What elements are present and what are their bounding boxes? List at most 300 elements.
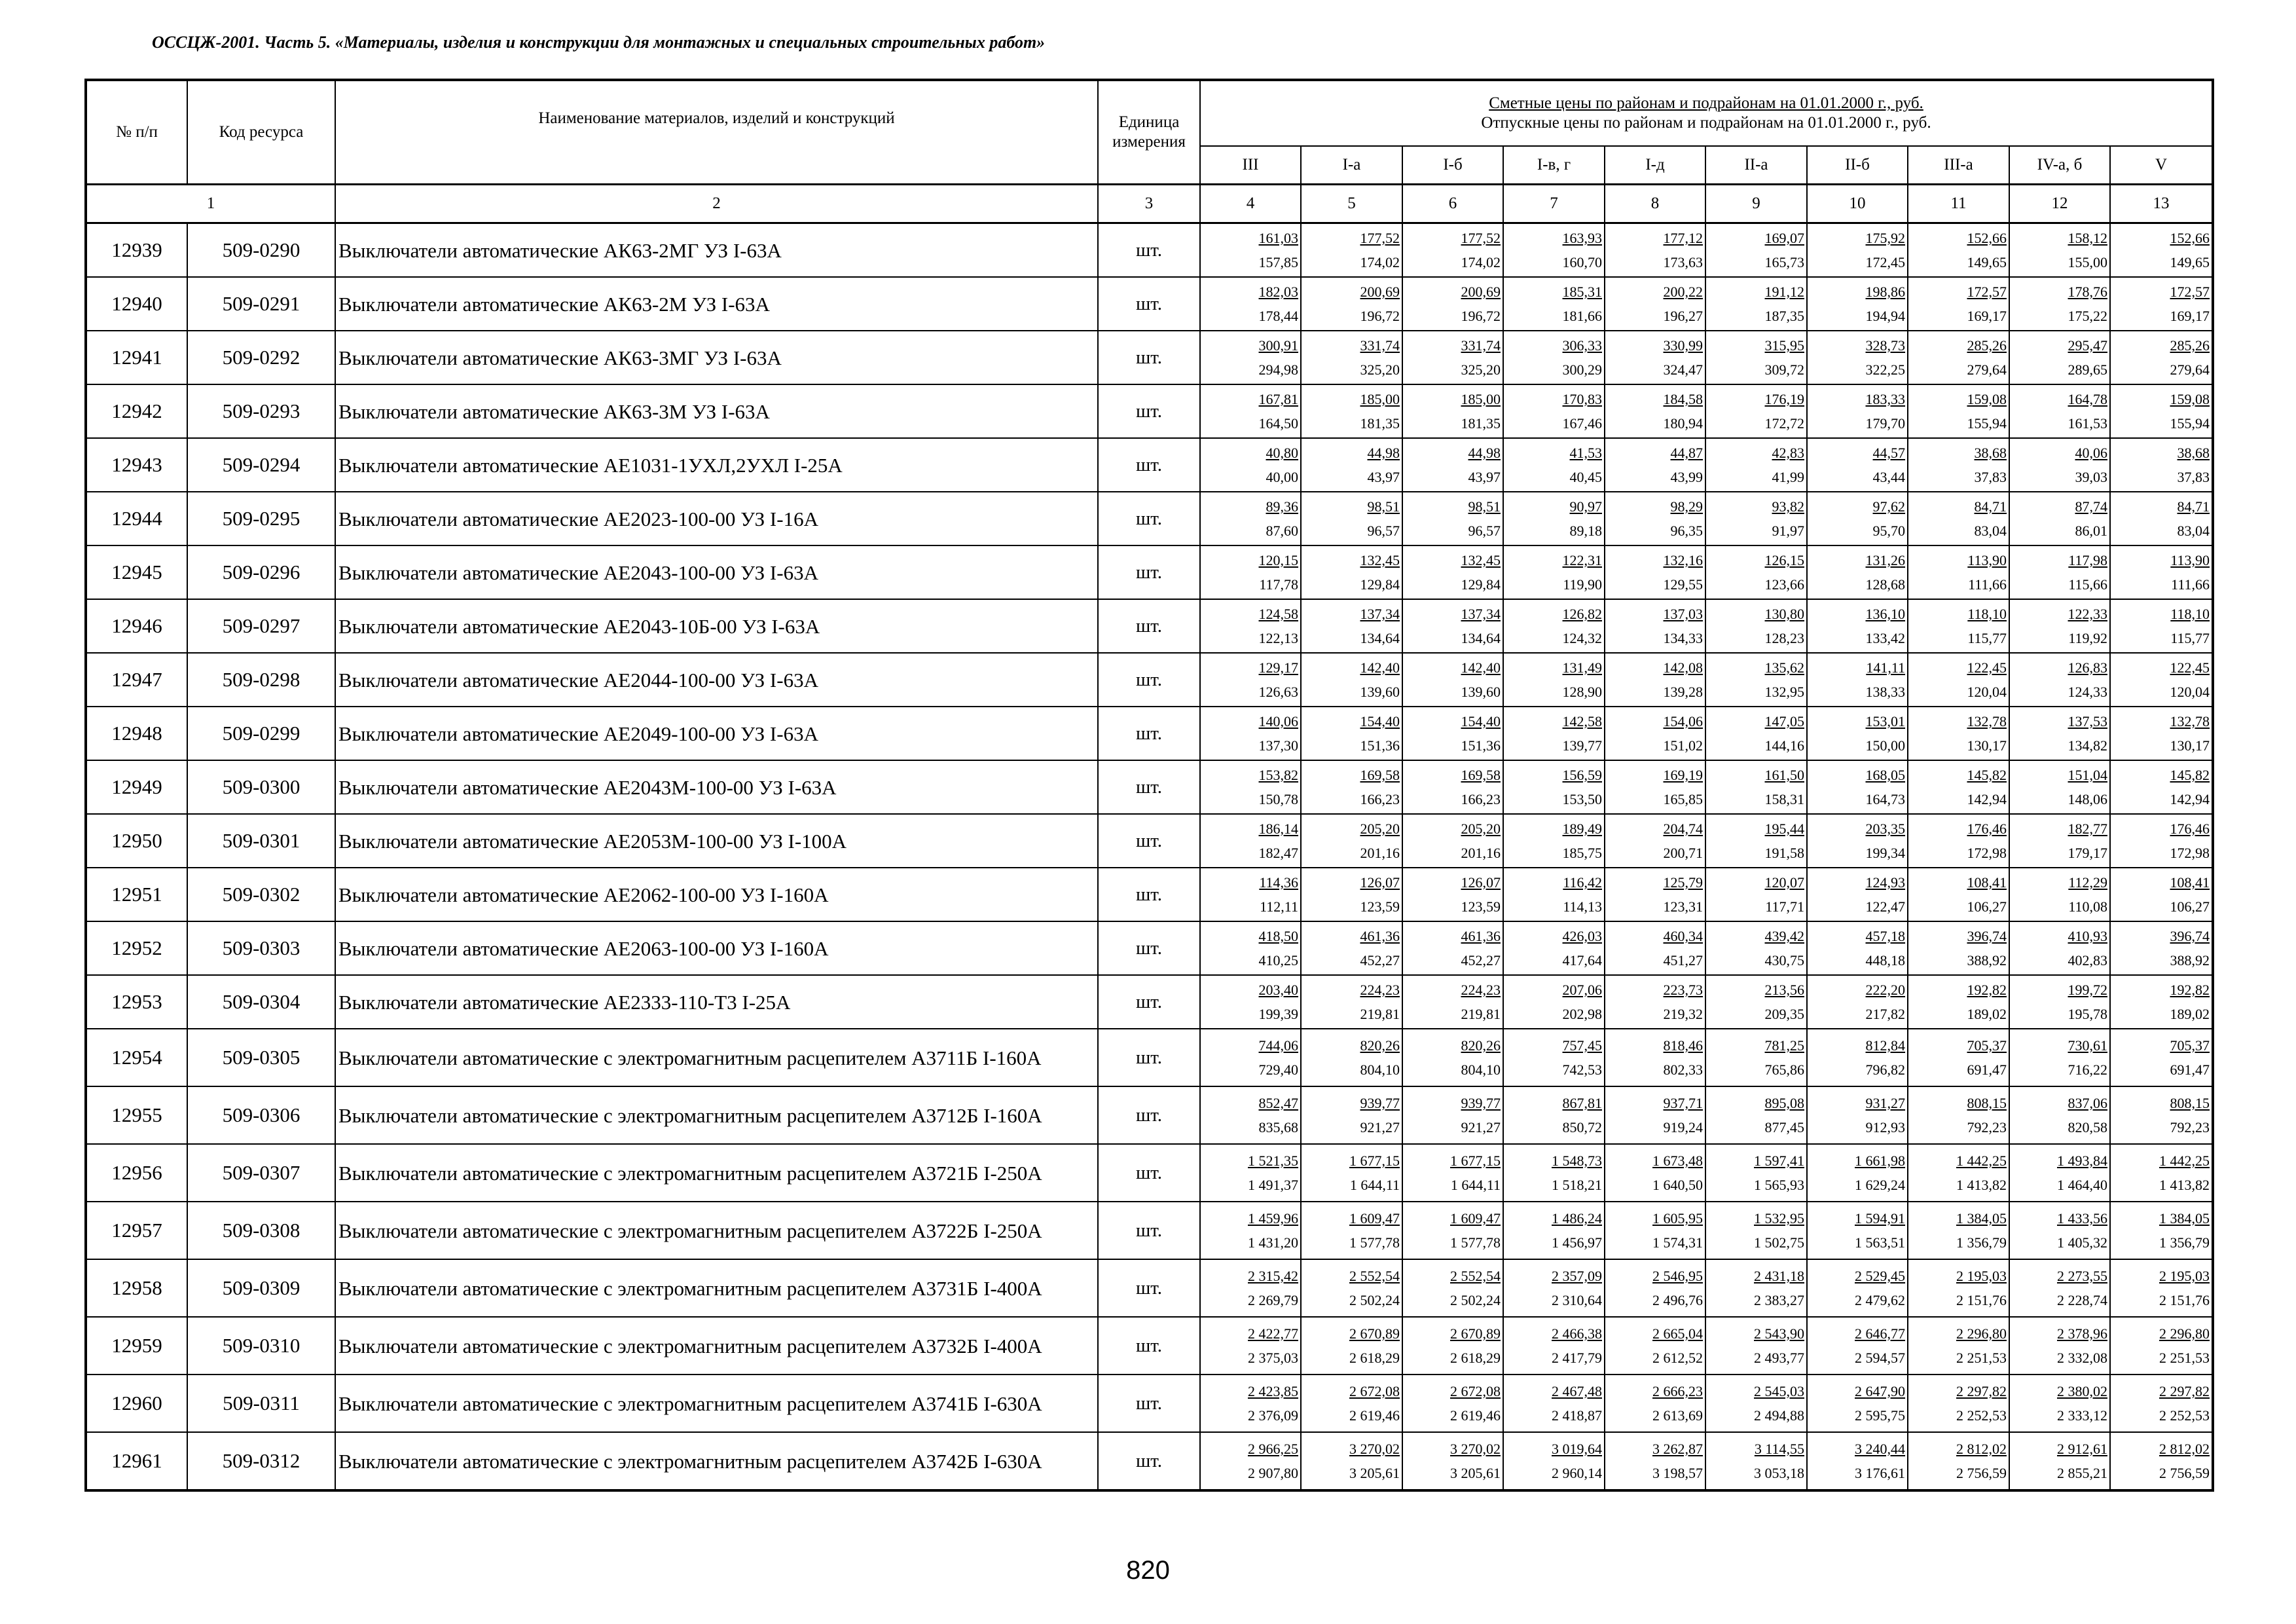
release-price: 209,35 [1764,1006,1804,1022]
price-cell [1807,1144,1908,1202]
price-cell [1402,975,1503,1029]
release-price: 1 565,93 [1754,1177,1804,1193]
estimate-price: 200,22 [1663,284,1703,300]
estimate-price: 98,51 [1367,498,1400,515]
estimate-price: 40,06 [2075,445,2107,461]
estimate-price: 3 270,02 [1450,1441,1501,1457]
estimate-price: 175,92 [1865,230,1905,246]
estimate-price: 2 467,48 [1552,1383,1602,1399]
release-price: 134,64 [1360,630,1400,646]
price-cell [2110,1432,2213,1490]
release-price: 165,85 [1663,791,1703,807]
release-price: 137,30 [1258,737,1298,754]
estimate-price: 2 423,85 [1248,1383,1298,1399]
resource-code: 509-0290 [187,223,335,278]
release-price: 178,44 [1258,308,1298,324]
price-cell [1503,331,1605,384]
release-price: 912,93 [1865,1119,1905,1135]
price-cell [1807,760,1908,814]
release-price: 151,36 [1461,737,1501,754]
estimate-price: 114,36 [1259,874,1298,891]
price-cell [1908,1144,2009,1202]
price-cell [1908,1086,2009,1144]
estimate-price: 136,10 [1865,606,1905,622]
release-price: 2 595,75 [1855,1407,1905,1424]
table-row [86,1202,2213,1259]
price-cell [2110,331,2213,384]
unit-cell: шт. [1098,1259,1200,1317]
estimate-price: 151,04 [2068,767,2107,783]
region-header: IV-а, б [2009,146,2110,185]
item-name: Выключатели автоматические с электромагнитным расцепителем А3741Б I-630А [335,1375,1098,1432]
estimate-price: 44,87 [1670,445,1703,461]
unit-cell: шт. [1098,1086,1200,1144]
release-price: 149,65 [1967,254,2007,270]
price-cell [2009,1259,2110,1317]
estimate-price: 1 433,56 [2057,1210,2107,1227]
price-cell [1908,438,2009,492]
price-cell [1605,1202,1705,1259]
release-price: 128,68 [1865,576,1905,593]
item-name: Выключатели автоматические АЕ1031-1УХЛ,2УХЛ I-25А [335,438,1098,492]
estimate-price: 198,86 [1865,284,1905,300]
price-cell [1605,1432,1705,1490]
price-cell [2009,921,2110,975]
resource-code: 509-0308 [187,1202,335,1259]
estimate-price: 757,45 [1562,1037,1602,1054]
column-number: 12 [2009,185,2110,223]
release-price: 128,90 [1562,684,1602,700]
price-cell [1605,492,1705,545]
estimate-price: 142,40 [1461,659,1501,676]
region-header: III [1200,146,1301,185]
release-price: 448,18 [1865,952,1905,969]
release-price: 1 413,82 [2159,1177,2210,1193]
row-number: 12949 [86,760,187,814]
release-price: 417,64 [1562,952,1602,969]
resource-code: 509-0310 [187,1317,335,1375]
release-price: 2 493,77 [1754,1350,1804,1366]
row-number: 12939 [86,223,187,278]
price-cell [1908,1317,2009,1375]
price-cell [1908,1375,2009,1432]
column-number: 3 [1098,185,1200,223]
item-name: Выключатели автоматические АК63-3М УЗ I-63А [335,384,1098,438]
estimate-price: 2 666,23 [1652,1383,1703,1399]
price-cell [2110,545,2213,599]
estimate-price: 1 532,95 [1754,1210,1804,1227]
price-cell [1200,1259,1301,1317]
estimate-price: 331,74 [1360,337,1400,354]
release-price: 1 456,97 [1552,1234,1602,1251]
row-number: 12955 [86,1086,187,1144]
price-cell [1705,384,1807,438]
release-price: 133,42 [1865,630,1905,646]
release-price: 166,23 [1461,791,1501,807]
release-price: 2 907,80 [1248,1465,1298,1481]
release-price: 691,47 [1967,1061,2007,1078]
release-price: 1 431,20 [1248,1234,1298,1251]
estimate-price: 939,77 [1461,1095,1501,1111]
price-cell [1807,1259,1908,1317]
price-cell [1605,1086,1705,1144]
release-price: 325,20 [1461,361,1501,378]
price-cell [1301,760,1402,814]
price-cell [1503,1202,1605,1259]
estimate-price: 126,82 [1562,606,1602,622]
price-cell [1705,707,1807,760]
release-price: 155,94 [1967,415,2007,432]
estimate-price: 169,19 [1663,767,1703,783]
estimate-price: 168,05 [1865,767,1905,783]
estimate-price: 90,97 [1569,498,1602,515]
estimate-price: 118,10 [1967,606,2007,622]
estimate-price: 3 262,87 [1652,1441,1703,1457]
estimate-price: 108,41 [2170,874,2210,891]
price-cell [2110,868,2213,921]
release-price: 2 333,12 [2057,1407,2107,1424]
release-price: 201,16 [1360,845,1400,861]
price-cell [1301,921,1402,975]
price-cell [1705,1029,1807,1086]
estimate-price: 120,15 [1258,552,1298,568]
estimate-price: 131,49 [1562,659,1602,676]
page-number: 820 [1126,1556,1170,1585]
price-cell [1402,760,1503,814]
table-row [86,707,2213,760]
estimate-price: 1 442,25 [1956,1153,2007,1169]
release-price: 2 375,03 [1248,1350,1298,1366]
price-cell [1605,384,1705,438]
estimate-price: 1 673,48 [1652,1153,1703,1169]
item-name: Выключатели автоматические с электромагнитным расцепителем А3712Б I-160А [335,1086,1098,1144]
release-price: 187,35 [1764,308,1804,324]
release-price: 1 577,78 [1450,1234,1501,1251]
release-price: 123,31 [1663,898,1703,915]
price-cell [1200,545,1301,599]
price-cell [1807,545,1908,599]
estimate-price: 124,93 [1865,874,1905,891]
column-number: 7 [1503,185,1605,223]
resource-code: 509-0299 [187,707,335,760]
region-header: II-б [1807,146,1908,185]
unit-cell: шт. [1098,868,1200,921]
release-price: 172,98 [1967,845,2007,861]
price-cell [1705,921,1807,975]
price-cell [1807,921,1908,975]
release-price: 153,50 [1562,791,1602,807]
estimate-price: 108,41 [1967,874,2007,891]
release-price: 1 502,75 [1754,1234,1804,1251]
price-cell [2110,975,2213,1029]
estimate-price: 122,31 [1562,552,1602,568]
release-price: 1 644,11 [1450,1177,1501,1193]
price-cell [2110,384,2213,438]
price-cell [1503,599,1605,653]
release-price: 2 151,76 [2159,1292,2210,1308]
estimate-price: 153,82 [1258,767,1298,783]
estimate-price: 159,08 [1967,391,2007,407]
region-header: I-д [1605,146,1705,185]
estimate-price: 2 966,25 [1248,1441,1298,1457]
estimate-price: 3 270,02 [1349,1441,1400,1457]
estimate-price: 2 195,03 [2159,1268,2210,1284]
column-number: 4 [1200,185,1301,223]
release-price: 123,59 [1360,898,1400,915]
resource-code: 509-0304 [187,975,335,1029]
price-cell [1807,331,1908,384]
release-price: 2 418,87 [1552,1407,1602,1424]
column-number: 5 [1301,185,1402,223]
release-price: 410,25 [1258,952,1298,969]
price-cell [2110,599,2213,653]
price-cell [2110,707,2213,760]
release-price: 181,35 [1360,415,1400,432]
estimate-price: 330,99 [1663,337,1703,354]
price-cell [1503,223,1605,278]
estimate-price: 178,76 [2068,284,2107,300]
release-price: 1 563,51 [1855,1234,1905,1251]
item-name: Выключатели автоматические с электромагнитным расцепителем А3722Б I-250А [335,1202,1098,1259]
release-price: 2 251,53 [2159,1350,2210,1366]
price-cell [1705,331,1807,384]
price-cell [1402,653,1503,707]
estimate-price: 172,57 [1967,284,2007,300]
price-cell [1301,975,1402,1029]
estimate-price: 176,19 [1764,391,1804,407]
release-price: 2 383,27 [1754,1292,1804,1308]
estimate-price: 130,80 [1764,606,1804,622]
release-price: 115,77 [1967,630,2007,646]
estimate-price: 163,93 [1562,230,1602,246]
estimate-price: 42,83 [1772,445,1804,461]
price-cell [1200,814,1301,868]
estimate-price: 142,40 [1360,659,1400,676]
unit-cell: шт. [1098,331,1200,384]
release-price: 388,92 [2170,952,2210,969]
table-row [86,1259,2213,1317]
resource-code: 509-0312 [187,1432,335,1490]
release-price: 155,00 [2068,254,2107,270]
price-cell [1503,760,1605,814]
price-cell [1908,492,2009,545]
price-cell [1402,277,1503,331]
price-cell [1807,277,1908,331]
price-cell [1301,1029,1402,1086]
estimate-price: 222,20 [1865,982,1905,998]
estimate-price: 939,77 [1360,1095,1400,1111]
price-cell [1200,1144,1301,1202]
estimate-price: 2 912,61 [2057,1441,2107,1457]
price-cell [2009,384,2110,438]
estimate-price: 142,58 [1562,713,1602,729]
estimate-price: 461,36 [1461,928,1501,944]
release-price: 175,22 [2068,308,2107,324]
estimate-price: 205,20 [1461,821,1501,837]
price-cell [1705,277,1807,331]
release-price: 2 252,53 [2159,1407,2210,1424]
price-cell [2009,1029,2110,1086]
price-cell [1705,492,1807,545]
price-cell [1200,975,1301,1029]
price-cell [1301,492,1402,545]
estimate-price: 2 195,03 [1956,1268,2007,1284]
estimate-price: 1 609,47 [1450,1210,1501,1227]
estimate-price: 126,15 [1764,552,1804,568]
release-price: 765,86 [1764,1061,1804,1078]
estimate-price: 186,14 [1258,821,1298,837]
price-cell [1301,868,1402,921]
release-price: 139,60 [1360,684,1400,700]
estimate-price: 3 114,55 [1754,1441,1804,1457]
table-row [86,760,2213,814]
row-number: 12946 [86,599,187,653]
price-cell [1705,814,1807,868]
estimate-price: 137,34 [1360,606,1400,622]
price-cell [1301,653,1402,707]
price-cell [2009,1375,2110,1432]
estimate-price: 328,73 [1865,337,1905,354]
unit-cell: шт. [1098,653,1200,707]
price-cell [1807,1432,1908,1490]
estimate-price: 169,58 [1360,767,1400,783]
release-price: 201,16 [1461,845,1501,861]
estimate-price: 158,12 [2068,230,2107,246]
price-cell [1301,1202,1402,1259]
estimate-price: 213,56 [1764,982,1804,998]
resource-code: 509-0305 [187,1029,335,1086]
estimate-price: 1 594,91 [1855,1210,1905,1227]
price-cell [1402,1375,1503,1432]
resource-code: 509-0296 [187,545,335,599]
estimate-price: 126,83 [2068,659,2107,676]
release-price: 3 176,61 [1855,1465,1905,1481]
price-cell [1605,1144,1705,1202]
price-cell [1908,760,2009,814]
unit-cell: шт. [1098,975,1200,1029]
estimate-price: 2 670,89 [1450,1325,1501,1342]
price-cell [2009,707,2110,760]
price-header-estimate: Сметные цены по районам и подрайонам на 01.01.2000 г., руб. [1489,94,1923,112]
estimate-price: 818,46 [1663,1037,1703,1054]
column-number: 9 [1705,185,1807,223]
release-price: 2 502,24 [1450,1292,1501,1308]
price-cell [1503,921,1605,975]
row-number: 12942 [86,384,187,438]
estimate-price: 2 378,96 [2057,1325,2107,1342]
estimate-price: 135,62 [1764,659,1804,676]
table-row [86,599,2213,653]
price-cell [1807,868,1908,921]
table-row [86,653,2213,707]
price-cell [2110,1317,2213,1375]
unit-cell: шт. [1098,492,1200,545]
price-cell [1301,814,1402,868]
release-price: 2 502,24 [1349,1292,1400,1308]
price-cell [1402,223,1503,278]
price-cell [1402,868,1503,921]
release-price: 196,27 [1663,308,1703,324]
release-price: 129,84 [1360,576,1400,593]
region-header: III-а [1908,146,2009,185]
estimate-price: 169,58 [1461,767,1501,783]
estimate-price: 169,07 [1764,230,1804,246]
estimate-price: 2 543,90 [1754,1325,1804,1342]
estimate-price: 2 422,77 [1248,1325,1298,1342]
price-cell [1908,545,2009,599]
price-cell [1200,921,1301,975]
resource-code: 509-0294 [187,438,335,492]
estimate-price: 730,61 [2068,1037,2107,1054]
estimate-price: 460,34 [1663,928,1703,944]
release-price: 1 356,79 [2159,1234,2210,1251]
row-number: 12950 [86,814,187,868]
price-cell [2110,814,2213,868]
release-price: 129,84 [1461,576,1501,593]
price-cell [2009,653,2110,707]
estimate-price: 2 647,90 [1855,1383,1905,1399]
price-cell [2009,1202,2110,1259]
price-cell [1705,1375,1807,1432]
column-number: 1 [86,185,335,223]
price-cell [1402,599,1503,653]
price-cell [1908,653,2009,707]
price-cell [1908,1202,2009,1259]
release-price: 43,44 [1872,469,1905,485]
release-price: 2 496,76 [1652,1292,1703,1308]
release-price: 111,66 [2171,576,2210,593]
price-cell [1503,1375,1605,1432]
price-cell [1807,975,1908,1029]
price-cell [1908,868,2009,921]
price-cell [2110,1375,2213,1432]
price-cell [1807,1202,1908,1259]
release-price: 134,82 [2068,737,2107,754]
release-price: 1 491,37 [1248,1177,1298,1193]
release-price: 180,94 [1663,415,1703,432]
release-price: 199,39 [1258,1006,1298,1022]
estimate-price: 1 609,47 [1349,1210,1400,1227]
release-price: 158,31 [1764,791,1804,807]
unit-cell: шт. [1098,1202,1200,1259]
price-cell [1402,1144,1503,1202]
release-price: 155,94 [2170,415,2210,432]
col-header-name: Наименование материалов, изделий и конструкций [335,80,1098,185]
estimate-price: 113,90 [1967,552,2007,568]
estimate-price: 1 605,95 [1652,1210,1703,1227]
unit-cell: шт. [1098,384,1200,438]
release-price: 322,25 [1865,361,1905,378]
table-row [86,975,2213,1029]
price-cell [1705,1144,1807,1202]
release-price: 132,95 [1764,684,1804,700]
estimate-price: 808,15 [1967,1095,2007,1111]
release-price: 189,02 [2170,1006,2210,1022]
table-row [86,1029,2213,1086]
release-price: 149,65 [2170,254,2210,270]
price-cell [1402,814,1503,868]
release-price: 1 405,32 [2057,1234,2107,1251]
release-price: 792,23 [2170,1119,2210,1135]
region-header: I-в, г [1503,146,1605,185]
release-price: 2 613,69 [1652,1407,1703,1424]
item-name: Выключатели автоматические АК63-2М УЗ I-63А [335,277,1098,331]
price-cell [2009,1086,2110,1144]
estimate-price: 185,31 [1562,284,1602,300]
price-cell [1807,653,1908,707]
item-name: Выключатели автоматические АЕ2063-100-00 УЗ I-160А [335,921,1098,975]
release-price: 179,70 [1865,415,1905,432]
